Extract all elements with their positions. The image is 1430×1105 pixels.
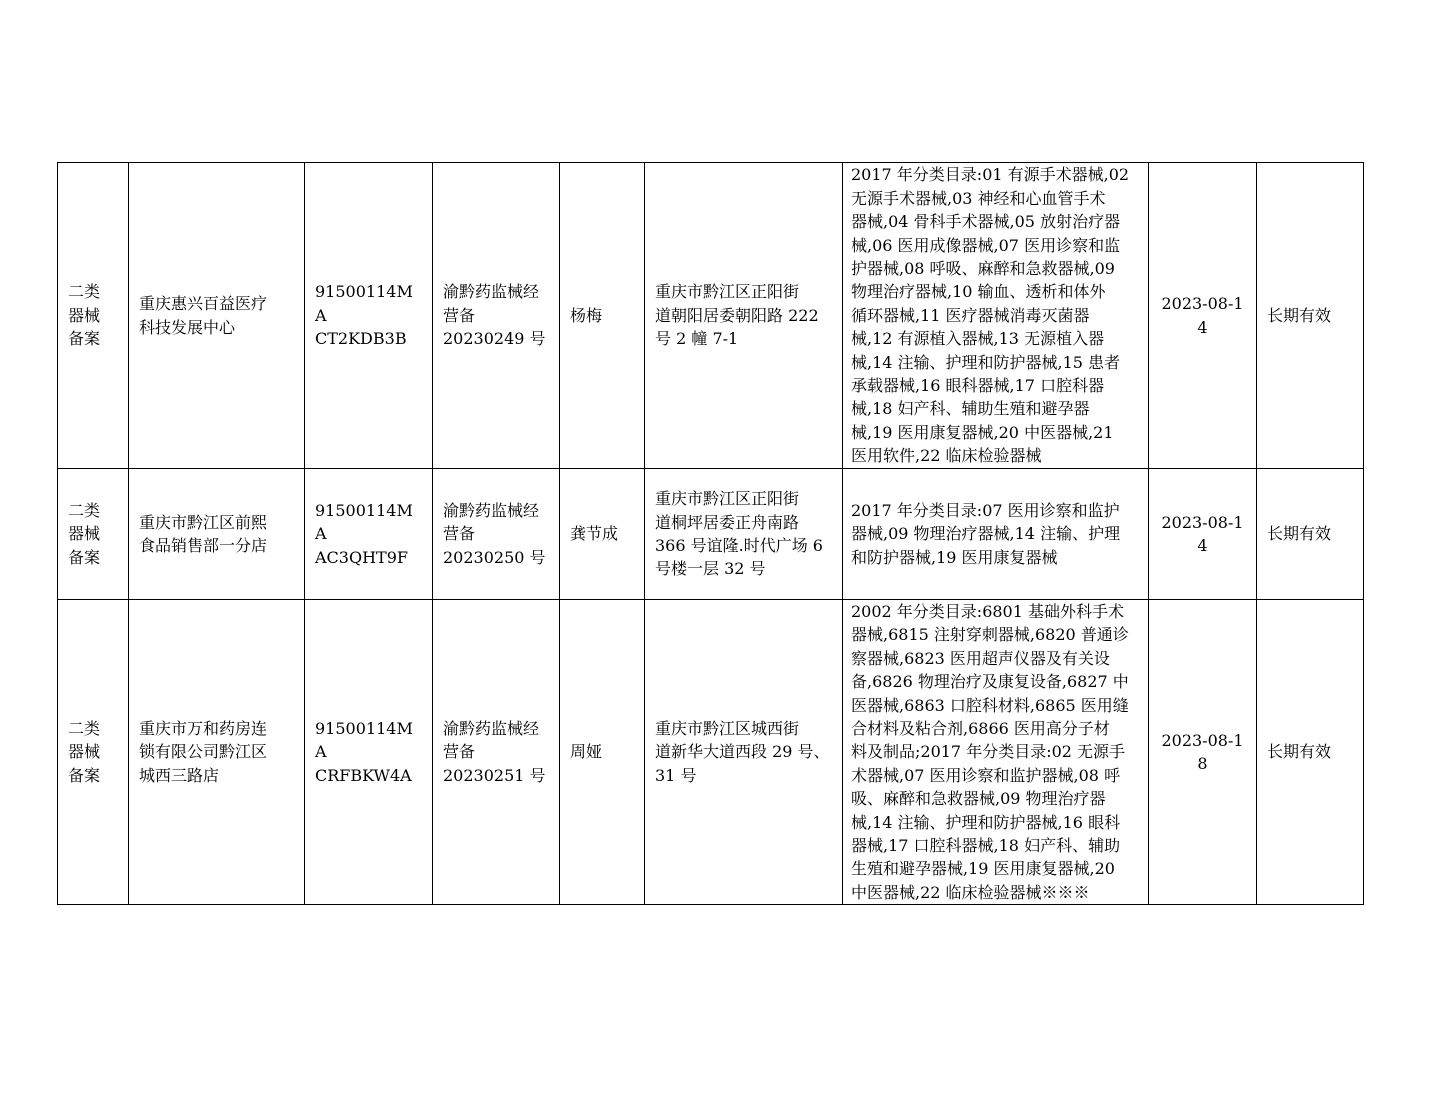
validity-period: 长期有效 <box>1267 305 1332 325</box>
person-cell <box>560 163 645 469</box>
validity-cell <box>1257 163 1364 469</box>
date-cell <box>1149 600 1257 905</box>
record-no-cell <box>433 469 560 600</box>
category-cell <box>58 163 129 469</box>
validity-cell <box>1257 600 1364 905</box>
validity-period: 长期有效 <box>1267 742 1332 762</box>
business-address: 重庆市黔江区正阳街 道桐坪居委正舟南路 366 号谊隆.时代广场 6 号楼一层 32 号 <box>655 489 823 579</box>
person-cell <box>560 600 645 905</box>
responsible-person: 龚节成 <box>570 524 619 544</box>
business-scope: 2002 年分类目录:6801 基础外科手术 器械,6815 注射穿刺器械,6820 普通诊 察器械,6823 医用超声仪器及有关设 备,6826 物理治疗及康复设备,6827 中 医器械,6863 口腔科材料,6865 医用缝 合材料及粘合剂,6866 医用高分子材 料及制品;2017 年分类目录:02 无源手 术器械,07 医用诊察和监护器械,08 呼 吸、麻醉和急救器械,09 物理治疗器 械,14 注输、护理和防护器械,16 眼科 器械,17 口腔科器械,18 妇产科、辅助 生殖和避孕器械,19 医用康复器械,20 中医器械,22 临床检验器械※※※ <box>851 602 1129 902</box>
company-name: 重庆惠兴百益医疗 科技发展中心 <box>139 294 268 337</box>
business-address: 重庆市黔江区正阳街 道朝阳居委朝阳路 222 号 2 幢 7-1 <box>655 282 819 349</box>
responsible-person: 周娅 <box>570 742 603 762</box>
scope-cell <box>843 600 1149 905</box>
company-name: 重庆市万和药房连 锁有限公司黔江区 城西三路店 <box>139 719 268 785</box>
business-scope: 2017 年分类目录:07 医用诊察和监护 器械,09 物理治疗器械,14 注输、护理 和防护器械,19 医用康复器械 <box>851 500 1121 567</box>
record-no-cell <box>433 163 560 469</box>
category-text: 二类 器械 备案 <box>68 500 101 567</box>
scope-cell <box>843 163 1149 469</box>
company-cell <box>129 600 305 905</box>
table-row <box>58 469 1364 600</box>
record-date: 2023-08-14 <box>1161 294 1244 337</box>
record-number: 渝黔药监械经 营备 20230250 号 <box>443 500 546 567</box>
category-cell <box>58 469 129 600</box>
record-number: 渝黔药监械经 营备 20230249 号 <box>443 282 546 349</box>
responsible-person: 杨梅 <box>570 305 603 325</box>
table-row <box>58 163 1364 469</box>
validity-cell <box>1257 469 1364 600</box>
date-cell <box>1149 469 1257 600</box>
category-text: 二类 器械 备案 <box>68 282 101 349</box>
record-date: 2023-08-18 <box>1161 730 1244 774</box>
business-address: 重庆市黔江区城西街 道新华大道西段 29 号、 31 号 <box>655 719 830 785</box>
company-name: 重庆市黔江区前熙 食品销售部一分店 <box>139 512 268 555</box>
address-cell <box>645 600 843 905</box>
company-cell <box>129 469 305 600</box>
credit-code: 91500114MA CRFBKW4A <box>315 719 413 785</box>
credit-code: 91500114MA CT2KDB3B <box>315 282 413 349</box>
company-cell <box>129 163 305 469</box>
table-row <box>58 600 1364 905</box>
record-date: 2023-08-14 <box>1161 512 1244 555</box>
address-cell <box>645 163 843 469</box>
credit-code: 91500114MA AC3QHT9F <box>315 500 413 567</box>
credit-code-cell <box>305 163 433 469</box>
records-table <box>57 162 1364 905</box>
person-cell <box>560 469 645 600</box>
business-scope: 2017 年分类目录:01 有源手术器械,02 无源手术器械,03 神经和心血管手术 器械,04 骨科手术器械,05 放射治疗器 械,06 医用成像器械,07 医用诊察和监 护器械,08 呼吸、麻醉和急救器械,09 物理治疗器械,10 输血、透析和体外 循环器械,11 医疗器械消毒灭菌器 械,12 有源植入器械,13 无源植入器 械,14 注输、护理和防护器械,15 患者 承载器械,16 眼科器械,17 口腔科器 械,18 妇产科、辅助生殖和避孕器 械,19 医用康复器械,20 中医器械,21 医用软件,22 临床检验器械 <box>851 165 1130 466</box>
record-no-cell <box>433 600 560 905</box>
validity-period: 长期有效 <box>1267 524 1332 544</box>
address-cell <box>645 469 843 600</box>
credit-code-cell <box>305 469 433 600</box>
scope-cell <box>843 469 1149 600</box>
category-cell <box>58 600 129 905</box>
credit-code-cell <box>305 600 433 905</box>
category-text: 二类 器械 备案 <box>68 719 101 785</box>
record-number: 渝黔药监械经 营备 20230251 号 <box>443 719 546 785</box>
date-cell <box>1149 163 1257 469</box>
